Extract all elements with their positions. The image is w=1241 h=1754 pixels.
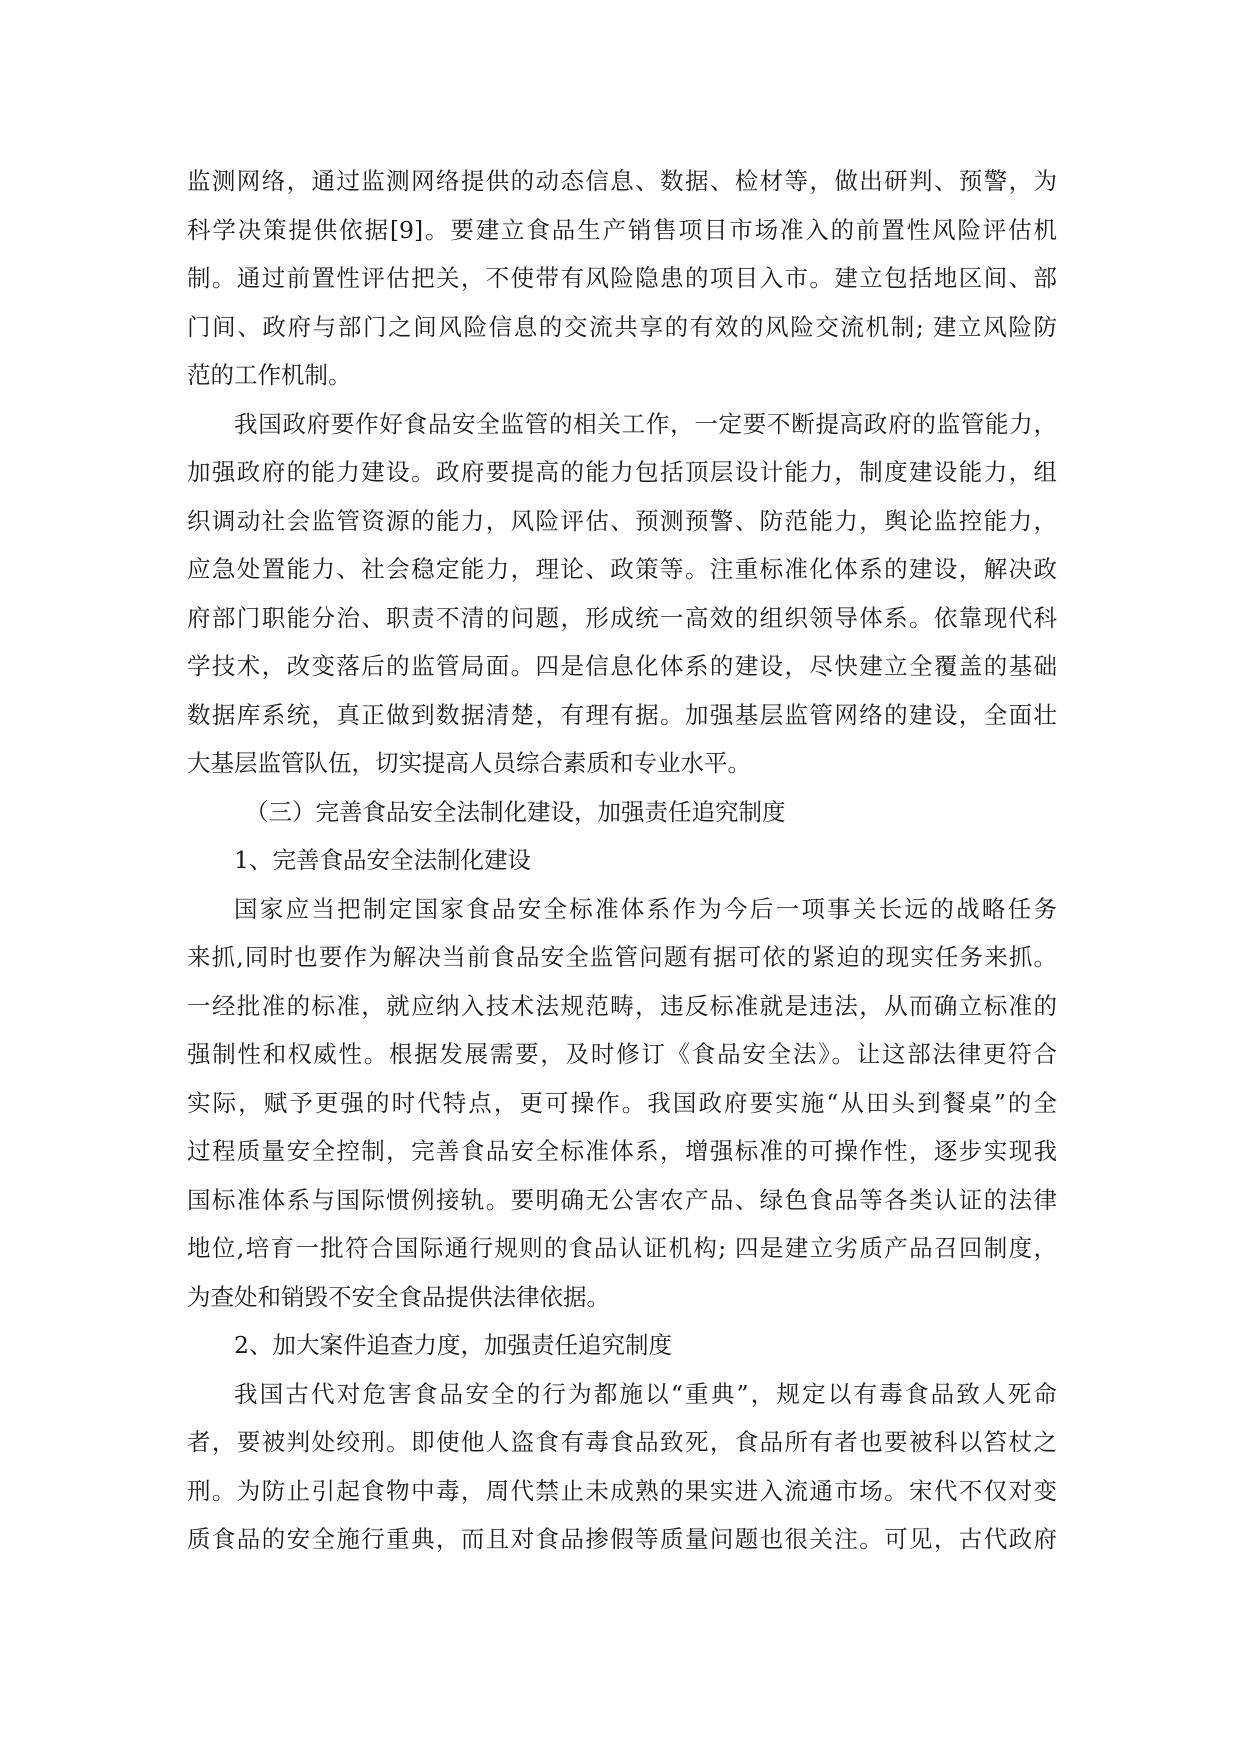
text-line: 监测网络，通过监测网络提供的动态信息、数据、检材等，做出研判、预警，为 [187, 167, 1057, 195]
subsection-heading: 2、加大案件追查力度，加强责任追究制度 [234, 1331, 672, 1359]
text-line: 质食品的安全施行重典，而且对食品掺假等质量问题也很关注。可见，古代政府 [187, 1525, 1057, 1553]
text-line: 加强政府的能力建设。政府要提高的能力包括顶层设计能力，制度建设能力，组 [187, 458, 1057, 486]
paragraph-ancient-law [187, 1370, 1057, 1564]
text-line: 范的工作机制。 [187, 361, 352, 389]
body-text [187, 157, 1057, 1564]
text-line: 者，要被判处绞刑。即使他人盗食有毒食品致死，食品所有者也要被科以笞杖之 [187, 1428, 1057, 1456]
text-line: 科学决策提供依据[9]。要建立食品生产销售项目市场准入的前置性风险评估机 [187, 215, 1057, 244]
text-line: 来抓,同时也要作为解决当前食品安全监管问题有据可依的紧迫的现实任务来抓。 [187, 943, 1057, 971]
text-line: 地位,培育一批符合国际通行规则的食品认证机构; 四是建立劣质产品召回制度， [187, 1234, 1057, 1262]
text-line: 实际，赋予更强的时代特点，更可操作。我国政府要实施“从田头到餐桌”的全 [187, 1088, 1057, 1117]
text-line: 制。通过前置性评估把关，不使带有风险隐患的项目入市。建立包括地区间、部 [187, 264, 1057, 292]
text-line: 我国古代对危害食品安全的行为都施以“重典”，规定以有毒食品致人死命 [234, 1379, 1057, 1408]
text-line: 府部门职能分治、职责不清的问题，形成统一高效的组织领导体系。依靠现代科 [187, 603, 1057, 632]
text-line: 为查处和销毁不安全食品提供法律依据。 [187, 1282, 610, 1311]
text-line: 我国政府要作好食品安全监管的相关工作，一定要不断提高政府的监管能力， [234, 409, 1057, 438]
text-line: 国家应当把制定国家食品安全标准体系作为今后一项事关长远的战略任务 [234, 894, 1057, 923]
text-line: 学技术，改变落后的监管局面。四是信息化体系的建设，尽快建立全覆盖的基础 [187, 652, 1057, 680]
text-line: 门间、政府与部门之间风险信息的交流共享的有效的风险交流机制; 建立风险防 [187, 312, 1057, 341]
text-line: 过程质量安全控制，完善食品安全标准体系，增强标准的可操作性，逐步实现我 [187, 1137, 1057, 1165]
section-heading: （三）完善食品安全法制化建设，加强责任追究制度 [245, 797, 786, 826]
paragraph-risk-monitoring [187, 157, 1057, 400]
text-line: 强制性和权威性。根据发展需要，及时修订《食品安全法》。让这部法律更符合 [187, 1040, 1057, 1068]
text-line: 织调动社会监管资源的能力，风险评估、预测预警、防范能力，舆论监控能力， [187, 506, 1057, 535]
text-line: 一经批准的标准，就应纳入技术法规范畴，违反标准就是违法，从而确立标准的 [187, 991, 1057, 1020]
text-line: 国标准体系与国际惯例接轨。要明确无公害农产品、绿色食品等各类认证的法律 [187, 1185, 1057, 1214]
text-line: 刑。为防止引起食物中毒，周代禁止未成熟的果实进入流通市场。宋代不仅对变 [187, 1476, 1057, 1505]
text-line: 数据库系统，真正做到数据清楚，有理有据。加强基层监管网络的建设，全面壮 [187, 700, 1057, 729]
text-line: 应急处置能力、社会稳定能力，理论、政策等。注重标准化体系的建设，解决政 [187, 555, 1057, 583]
paragraph-capacity-building [187, 400, 1057, 788]
subsection-heading: 1、完善食品安全法制化建设 [234, 846, 531, 874]
text-line: 大基层监管队伍，切实提高人员综合素质和专业水平。 [187, 749, 751, 777]
paragraph-legal-standards [187, 885, 1057, 1322]
